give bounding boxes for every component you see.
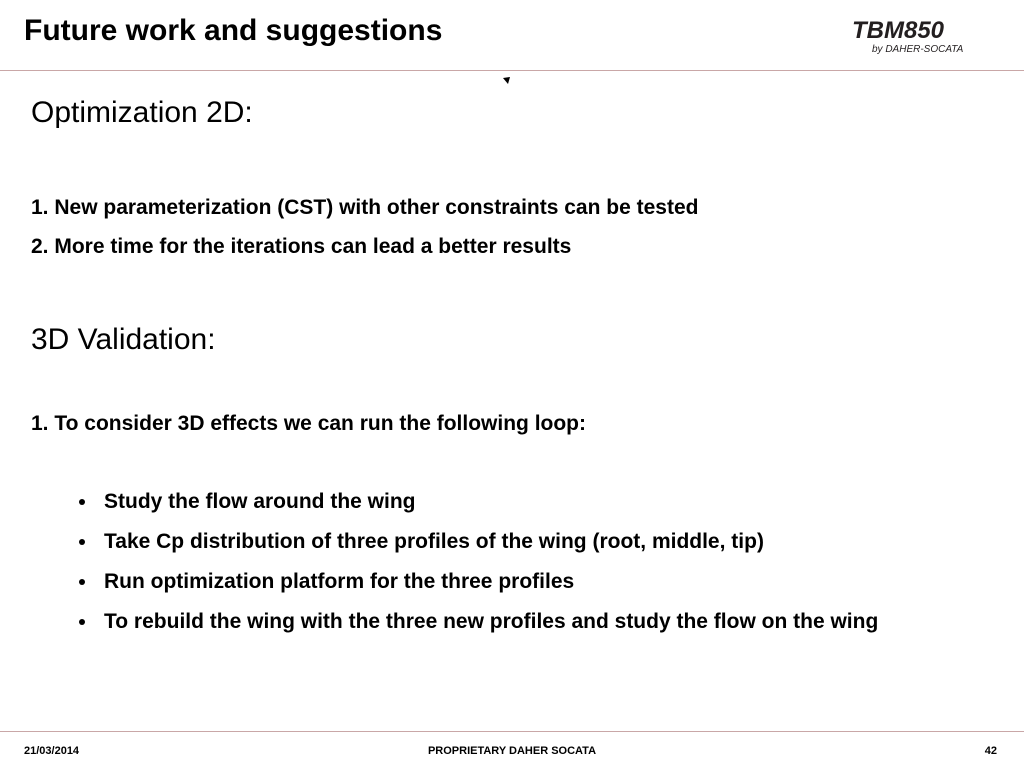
list-item-text: To rebuild the wing with the three new profiles and study the flow on the wing	[104, 610, 879, 633]
footer-page-number: 42	[984, 745, 997, 757]
cursor-arrow-icon	[502, 76, 512, 86]
footer-date: 21/03/2014	[24, 745, 80, 757]
section-heading-optimization: Optimization 2D:	[31, 96, 253, 129]
footer-divider	[0, 731, 1024, 732]
logo-byline: by DAHER-SOCATA	[872, 44, 964, 55]
list-item-text: Study the flow around the wing	[104, 490, 416, 513]
bullet-dot-icon	[79, 499, 85, 505]
tbm850-logo	[850, 14, 990, 62]
section-heading-3d-validation: 3D Validation:	[31, 323, 216, 356]
logo-brand-text: TBM850	[852, 17, 945, 44]
footer-proprietary-notice: PROPRIETARY DAHER SOCATA	[427, 745, 597, 757]
list-item	[79, 487, 999, 517]
bullet-dot-icon	[79, 619, 85, 625]
optimization-item-1: 1. New parameterization (CST) with other constraints can be tested	[31, 196, 699, 219]
validation-intro: 1. To consider 3D effects we can run the following loop:	[31, 412, 587, 435]
header-divider	[0, 70, 1024, 71]
list-item-text: Run optimization platform for the three profiles	[104, 570, 575, 593]
validation-loop-list	[79, 487, 999, 647]
list-item	[79, 607, 999, 637]
list-item	[79, 567, 999, 597]
slide-title: Future work and suggestions	[24, 14, 443, 47]
optimization-item-2: 2. More time for the iterations can lead a better results	[31, 235, 572, 258]
list-item	[79, 527, 999, 557]
bullet-dot-icon	[79, 579, 85, 585]
list-item-text: Take Cp distribution of three profiles of the wing (root, middle, tip)	[104, 530, 764, 553]
bullet-dot-icon	[79, 539, 85, 545]
